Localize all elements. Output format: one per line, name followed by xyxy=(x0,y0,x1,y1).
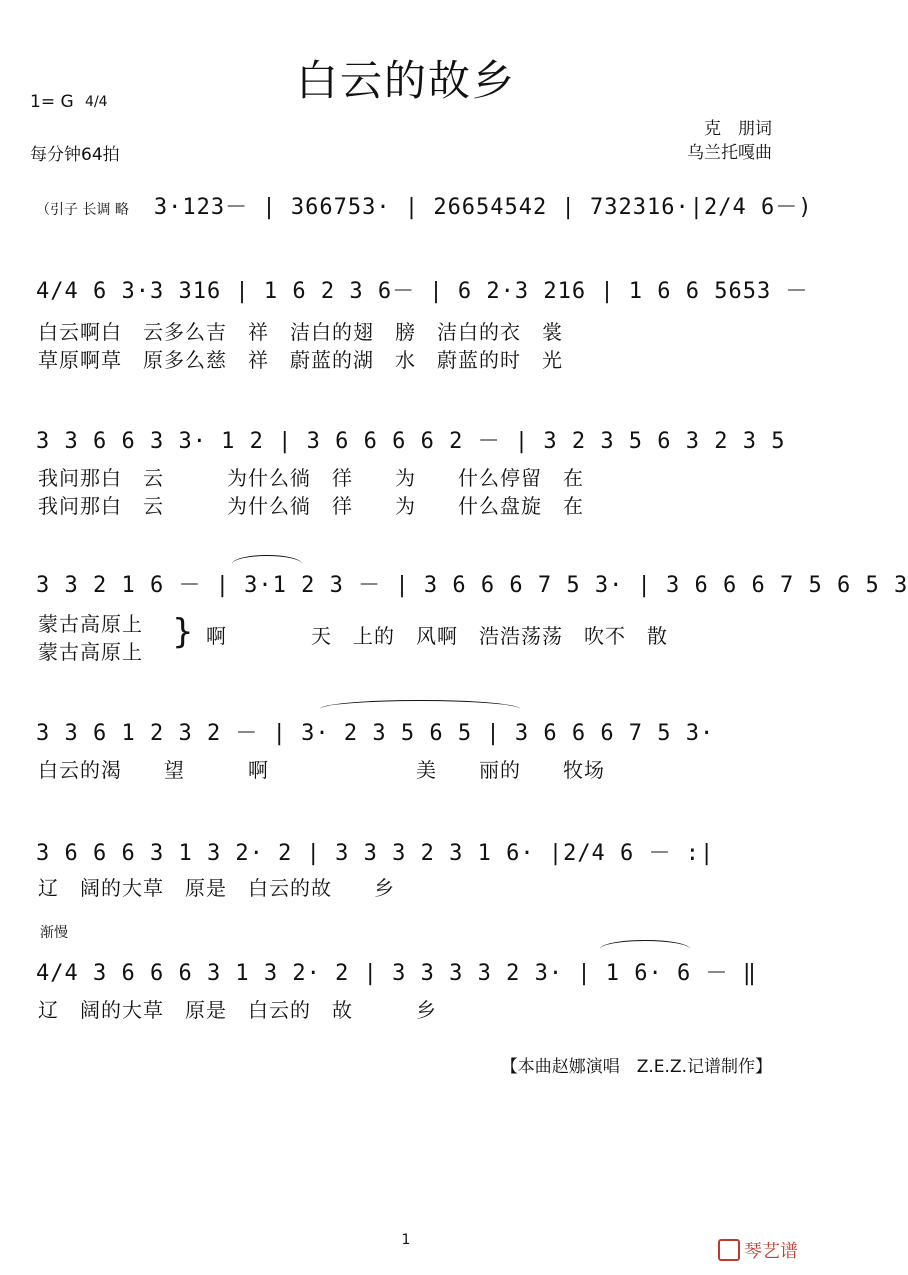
brace-icon: } xyxy=(172,612,194,652)
slur xyxy=(232,555,302,564)
score-row-4: 3 3 2 1 6 － | 3·1 2 3 － | 3 6 6 6 7 5 3· | 3 6 6 6 7 5 6 5 3 xyxy=(36,573,908,598)
tempo-mark: 渐慢 xyxy=(40,925,68,941)
score-row-7: 4/4 3 6 6 6 3 1 3 2· 2 | 3 3 3 3 2 3· | 1 6· 6 － ‖ xyxy=(36,961,758,986)
slur xyxy=(320,700,520,709)
slur xyxy=(600,940,690,949)
score-row-5: 3 3 6 1 2 3 2 － | 3· 2 3 5 6 5 | 3 6 6 6 7 5 3· xyxy=(36,721,715,746)
score-row-2: 4/4 6 3·3 316 | 1 6 2 3 6－ | 6 2·3 216 | 1 6 6 5653 － xyxy=(36,279,809,304)
notes-line: 3·123－ | 366753· | 26654542 | 732316·|2/4 6－) xyxy=(153,195,813,220)
score-row-3: 3 3 6 6 3 3· 1 2 | 3 6 6 6 6 2 － | 3 2 3 5 6 3 2 3 5 xyxy=(36,429,786,454)
key-signature xyxy=(30,92,108,112)
lyrics-line-1: 辽 阔的大草 原是 白云的 故 乡 xyxy=(38,998,437,1022)
time-signature: 4/4 xyxy=(85,94,108,110)
performance-credit: 【本曲赵娜演唱 Z.E.Z.记谱制作】 xyxy=(500,1057,772,1077)
score-row-1 xyxy=(36,190,813,221)
lyrics-line-1: 我问那白 云 为什么徜 徉 为 什么停留 在 xyxy=(38,466,584,490)
lyrics-line-1: 蒙古高原上 xyxy=(38,612,143,636)
lyrics-line-2: 草原啊草 原多么慈 祥 蔚蓝的湖 水 蔚蓝的时 光 xyxy=(38,348,563,372)
intro-label: （引子 长调 略 xyxy=(36,202,129,218)
key-text: 1= G xyxy=(30,92,74,112)
composer-credit: 乌兰托嘎曲 xyxy=(687,143,772,163)
lyrics-line-1: 辽 阔的大草 原是 白云的故 乡 xyxy=(38,876,395,900)
lyrics-line-2: 我问那白 云 为什么徜 徉 为 什么盘旋 在 xyxy=(38,494,584,518)
site-logo xyxy=(718,1237,798,1263)
lyricist-credit: 克 朋词 xyxy=(704,119,772,139)
page-title: 白云的故乡 xyxy=(295,56,516,105)
lyrics-shared: 啊 天 上的 风啊 浩浩荡荡 吹不 散 xyxy=(206,624,668,648)
lyrics-line-1: 白云的渴 望 啊 美 丽的 牧场 xyxy=(38,758,605,782)
lyrics-line-2: 蒙古高原上 xyxy=(38,640,143,664)
score-row-6: 3 6 6 6 3 1 3 2· 2 | 3 3 3 2 3 1 6· |2/4 6 － :| xyxy=(36,841,715,866)
tempo-text: 每分钟64拍 xyxy=(30,145,120,165)
page-number: 1 xyxy=(401,1232,411,1248)
logo-text: 琴艺谱 xyxy=(744,1241,798,1262)
logo-icon xyxy=(718,1239,740,1261)
lyrics-line-1: 白云啊白 云多么吉 祥 洁白的翅 膀 洁白的衣 裳 xyxy=(38,320,563,344)
